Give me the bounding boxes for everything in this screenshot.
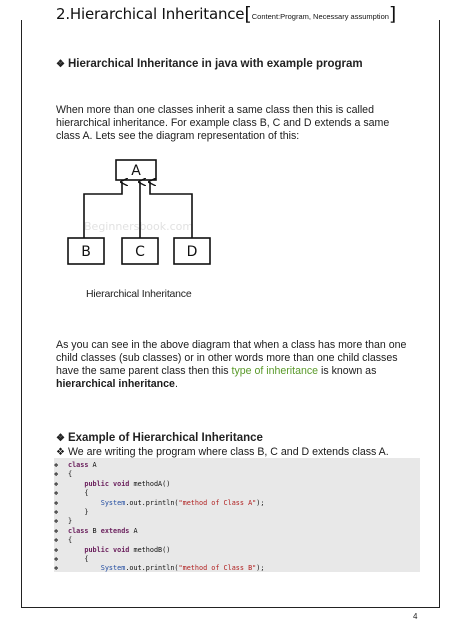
inheritance-type-link[interactable]: type of inheritance (231, 365, 319, 377)
class-b-label: B (81, 244, 91, 260)
inheritance-diagram (64, 158, 224, 275)
diagram-caption: Hierarchical Inheritance (86, 288, 192, 300)
code-line-marker-icon: ❖ (54, 470, 59, 479)
section-heading-1 (56, 58, 363, 70)
page-subtitle: Content:Program, Necessary assumption (251, 12, 389, 21)
example-bullet (56, 446, 389, 458)
class-d-label: D (186, 244, 198, 260)
code-line: ❖ public void methodA() (54, 479, 171, 488)
section-heading-2 (56, 432, 263, 444)
section-heading-1-text: Hierarchical Inheritance in java with example program (67, 58, 363, 70)
section-heading-2-text: Example of Hierarchical Inheritance (67, 432, 263, 444)
explanation-text-1: As you can see in the above diagram that when a class has more than one child classes (sub classes) or in other words more than one child classes have the same parent class then this (56, 339, 407, 377)
diamond-bullet-icon: ❖ (56, 447, 65, 458)
code-line-marker-icon: ❖ (54, 555, 59, 563)
code-line-marker-icon: ❖ (54, 526, 59, 535)
diamond-bullet-icon: ❖ (56, 59, 65, 70)
code-line-marker-icon: ❖ (54, 489, 59, 498)
code-line-marker-icon: ❖ (54, 508, 59, 516)
class-c-label: C (135, 244, 145, 260)
watermark-text: Beginnersbook.com (84, 220, 194, 233)
code-line: ❖ System.out.println("method of Class B"); (54, 564, 265, 573)
code-line-marker-icon: ❖ (54, 517, 59, 526)
code-block (54, 458, 420, 572)
code-line: ❖ System.out.println("method of Class A"); (54, 498, 265, 507)
code-line: ❖ class B extends A (54, 526, 138, 535)
code-line-marker-icon: ❖ (54, 498, 59, 507)
code-line-marker-icon: ❖ (54, 564, 59, 573)
code-line-marker-icon: ❖ (54, 461, 59, 469)
diamond-bullet-icon: ❖ (56, 433, 65, 444)
code-line: ❖ { (54, 489, 89, 498)
code-line: ❖ { (54, 470, 73, 479)
intro-paragraph: When more than one classes inherit a same class then this is called hierarchical inheritance. For example class B, C and D extends a same class A. Lets see the diagram representation of this: (56, 104, 390, 142)
code-line: ❖ } (54, 517, 73, 526)
hierarchical-inheritance-bold: hierarchical inheritance (56, 378, 175, 390)
class-a-label: A (131, 163, 141, 179)
code-line: ❖ } (54, 508, 89, 516)
code-line: ❖ class A (54, 461, 97, 469)
code-line: ❖ { (54, 555, 89, 563)
bracket-open: [ (244, 3, 252, 25)
explanation-paragraph (56, 339, 416, 391)
code-line: ❖ public void methodB() (54, 545, 171, 554)
code-line-marker-icon: ❖ (54, 536, 59, 545)
explanation-text-2: is known as (318, 365, 377, 377)
page-title-text: 2.Hierarchical Inheritance (56, 5, 245, 23)
bracket-close: ] (388, 3, 397, 25)
code-line-marker-icon: ❖ (54, 479, 59, 488)
code-line-marker-icon: ❖ (54, 545, 59, 554)
example-bullet-text: We are writing the program where class B, C and D extends class A. (67, 446, 389, 458)
code-line: ❖ { (54, 536, 73, 545)
explanation-text-3: . (174, 378, 178, 390)
page-number: 4 (413, 612, 418, 621)
